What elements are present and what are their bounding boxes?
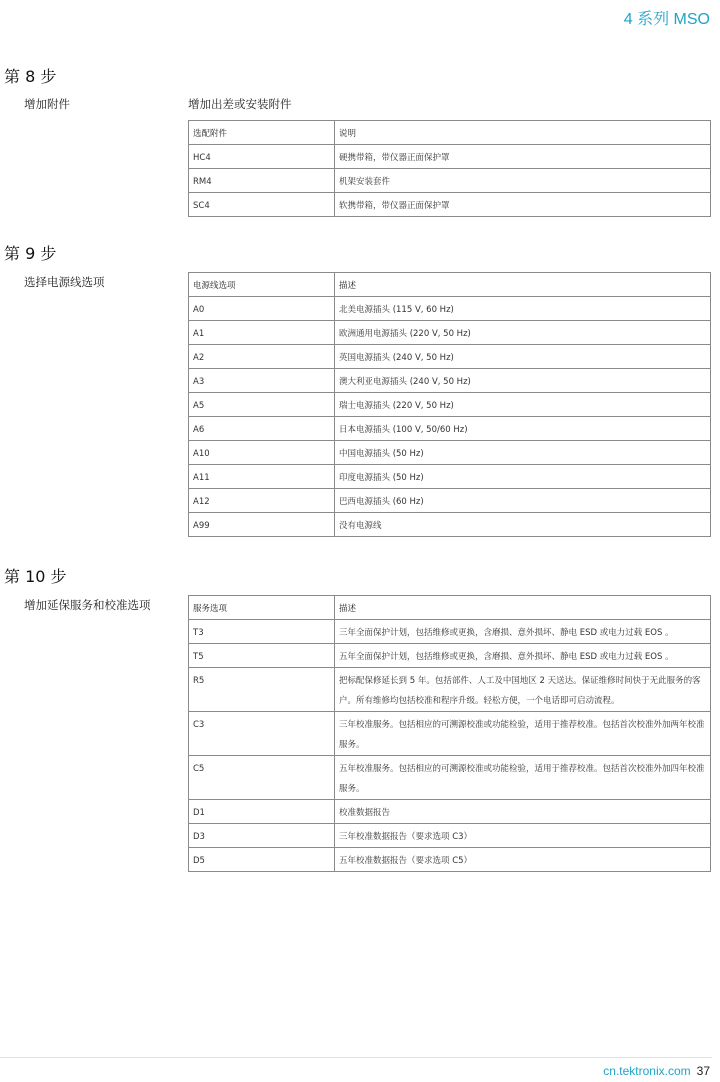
option-description: 把标配保修延长到 5 年。包括部件、人工及中国地区 2 天送达。保证维修时间快于无此服务的客户。所有维修均包括校准和程序升级。轻松方便，一个电话即可启动流程。 (335, 668, 711, 712)
step8-title: 第 8 步 (4, 67, 57, 86)
option-code: D3 (189, 824, 335, 848)
table-row (189, 668, 711, 712)
table-header: 描述 (335, 596, 711, 620)
option-description: 三年全面保护计划，包括维修或更换，含磨损、意外损坏、静电 ESD 或电力过载 EOS 。 (335, 620, 711, 644)
table-header: 选配附件 (189, 121, 335, 145)
option-code: A0 (189, 297, 335, 321)
table-row (189, 824, 711, 848)
table-row (189, 369, 711, 393)
option-description: 北美电源插头 (115 V, 60 Hz) (335, 297, 711, 321)
option-code: A11 (189, 465, 335, 489)
step8-intro: 增加出差或安装附件 (188, 97, 292, 111)
footer-divider (0, 1057, 712, 1058)
option-description: 瑞士电源插头 (220 V, 50 Hz) (335, 393, 711, 417)
option-code: HC4 (189, 145, 335, 169)
step9-subtitle: 选择电源线选项 (24, 275, 105, 289)
table-row (189, 393, 711, 417)
option-code: RM4 (189, 169, 335, 193)
table-header: 说明 (335, 121, 711, 145)
option-code: T5 (189, 644, 335, 668)
option-code: A6 (189, 417, 335, 441)
table-row (189, 620, 711, 644)
step10-subtitle: 增加延保服务和校准选项 (24, 598, 151, 612)
table-row (189, 465, 711, 489)
table-row (189, 489, 711, 513)
option-description: 校准数据报告 (335, 800, 711, 824)
option-code: A5 (189, 393, 335, 417)
table-row (189, 169, 711, 193)
step10-title: 第 10 步 (4, 567, 67, 586)
footer (603, 1064, 710, 1078)
table-row (189, 193, 711, 217)
table-header: 服务选项 (189, 596, 335, 620)
option-description: 中国电源插头 (50 Hz) (335, 441, 711, 465)
option-description: 英国电源插头 (240 V, 50 Hz) (335, 345, 711, 369)
option-description: 硬携带箱，带仪器正面保护罩 (335, 145, 711, 169)
option-code: A10 (189, 441, 335, 465)
option-description: 三年校准数据报告（要求选项 C3） (335, 824, 711, 848)
option-code: A1 (189, 321, 335, 345)
option-code: A12 (189, 489, 335, 513)
option-code: SC4 (189, 193, 335, 217)
option-code: C3 (189, 712, 335, 756)
page-number: 37 (696, 1064, 710, 1078)
table-row (189, 712, 711, 756)
option-description: 三年校准服务。包括相应的可溯源校准或功能检验，适用于推荐校准。包括首次校准外加两年校准服务。 (335, 712, 711, 756)
option-code: A3 (189, 369, 335, 393)
option-code: C5 (189, 756, 335, 800)
step8-subtitle: 增加附件 (24, 97, 70, 111)
option-code: T3 (189, 620, 335, 644)
option-description: 五年校准服务。包括相应的可溯源校准或功能检验，适用于推荐校准。包括首次校准外加四年校准服务。 (335, 756, 711, 800)
table-row (189, 441, 711, 465)
option-code: A2 (189, 345, 335, 369)
accessories-table (188, 120, 711, 217)
option-description: 软携带箱，带仪器正面保护罩 (335, 193, 711, 217)
table-header: 电源线选项 (189, 273, 335, 297)
table-row (189, 417, 711, 441)
service-options-table (188, 595, 711, 872)
series-title: 4 系列 MSO (623, 11, 710, 28)
option-code: R5 (189, 668, 335, 712)
option-description: 五年全面保护计划，包括维修或更换，含磨损、意外损坏、静电 ESD 或电力过载 EOS 。 (335, 644, 711, 668)
table-row (189, 321, 711, 345)
option-description: 澳大利亚电源插头 (240 V, 50 Hz) (335, 369, 711, 393)
table-row (189, 297, 711, 321)
step9-title: 第 9 步 (4, 244, 57, 263)
table-row (189, 756, 711, 800)
power-cord-table (188, 272, 711, 537)
option-description: 日本电源插头 (100 V, 50/60 Hz) (335, 417, 711, 441)
option-code: D5 (189, 848, 335, 872)
option-code: D1 (189, 800, 335, 824)
option-description: 没有电源线 (335, 513, 711, 537)
table-row (189, 145, 711, 169)
table-row (189, 345, 711, 369)
option-description: 机架安装套件 (335, 169, 711, 193)
option-description: 巴西电源插头 (60 Hz) (335, 489, 711, 513)
table-row (189, 513, 711, 537)
option-description: 五年校准数据报告（要求选项 C5） (335, 848, 711, 872)
option-code: A99 (189, 513, 335, 537)
table-row (189, 644, 711, 668)
footer-url: cn.tektronix.com (603, 1064, 691, 1078)
table-row (189, 848, 711, 872)
option-description: 印度电源插头 (50 Hz) (335, 465, 711, 489)
table-row (189, 800, 711, 824)
option-description: 欧洲通用电源插头 (220 V, 50 Hz) (335, 321, 711, 345)
table-header: 描述 (335, 273, 711, 297)
